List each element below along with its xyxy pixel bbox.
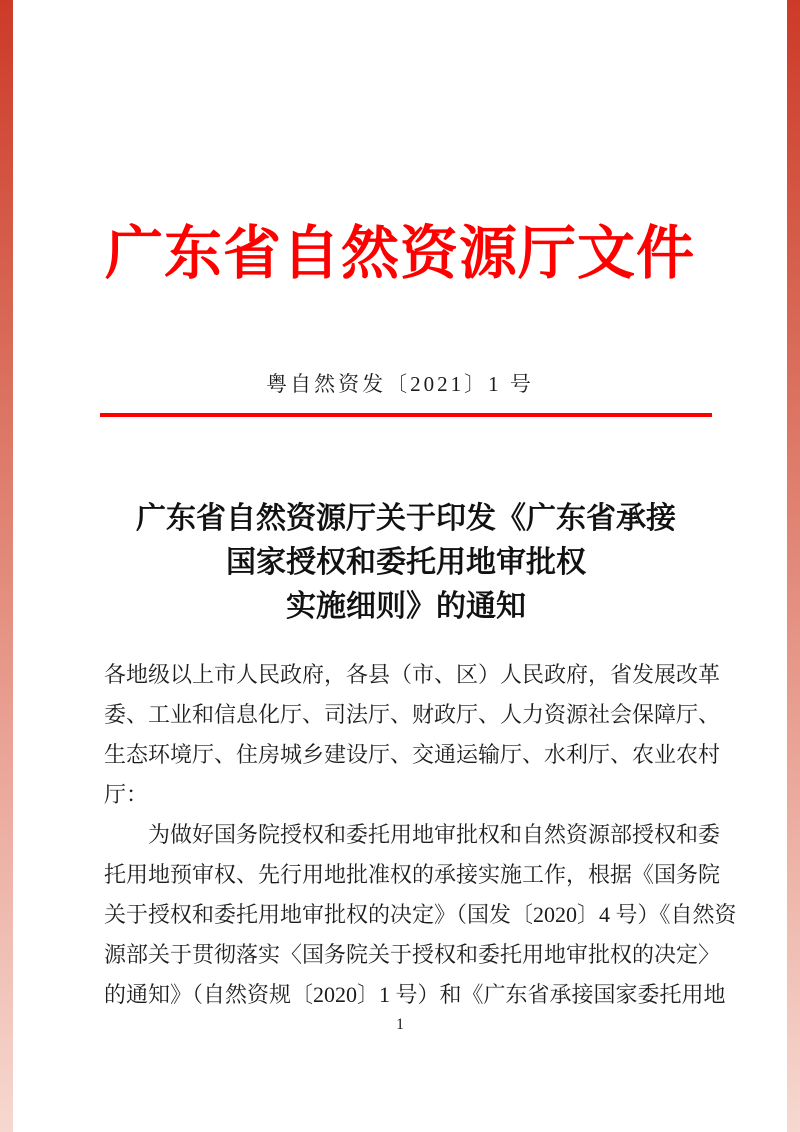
document-title-line: 广东省自然资源厅关于印发《广东省承接 bbox=[136, 502, 676, 535]
body-text-line: 各地级以上市人民政府，各县（市、区）人民政府，省发展改革 bbox=[104, 662, 721, 687]
document-title bbox=[100, 497, 712, 629]
body-text-line: 源部关于贯彻落实〈国务院关于授权和委托用地审批权的决定〉 bbox=[104, 942, 721, 967]
body-text-line: 生态环境厅、住房城乡建设厅、交通运输厅、水利厅、农业农村 bbox=[104, 742, 721, 767]
body-text bbox=[104, 655, 737, 1015]
document-title-line: 国家授权和委托用地审批权 bbox=[226, 546, 586, 579]
document-title-line: 实施细则》的通知 bbox=[286, 590, 526, 623]
right-scan-edge-gradient bbox=[787, 0, 800, 1132]
agency-letterhead-banner: 广东省自然资源厅文件 bbox=[104, 221, 695, 286]
body-text-line: 厅： bbox=[104, 782, 149, 807]
red-separator-rule bbox=[100, 413, 712, 417]
body-text-line: 托用地预审权、先行用地批准权的承接实施工作，根据《国务院 bbox=[104, 862, 721, 887]
body-text-line: 为做好国务院授权和委托用地审批权和自然资源部授权和委 bbox=[148, 822, 721, 847]
body-text-line: 委、工业和信息化厅、司法厅、财政厅、人力资源社会保障厅、 bbox=[104, 702, 721, 727]
document-number: 粤自然资发〔2021〕1 号 bbox=[266, 372, 534, 396]
page-number: 1 bbox=[396, 1016, 404, 1033]
left-scan-edge-gradient bbox=[0, 0, 13, 1132]
body-text-line: 关于授权和委托用地审批权的决定》（国发〔2020〕4 号）《自然资 bbox=[104, 902, 737, 927]
body-text-line: 的通知》（自然资规〔2020〕1 号）和《广东省承接国家委托用地 bbox=[104, 982, 726, 1007]
